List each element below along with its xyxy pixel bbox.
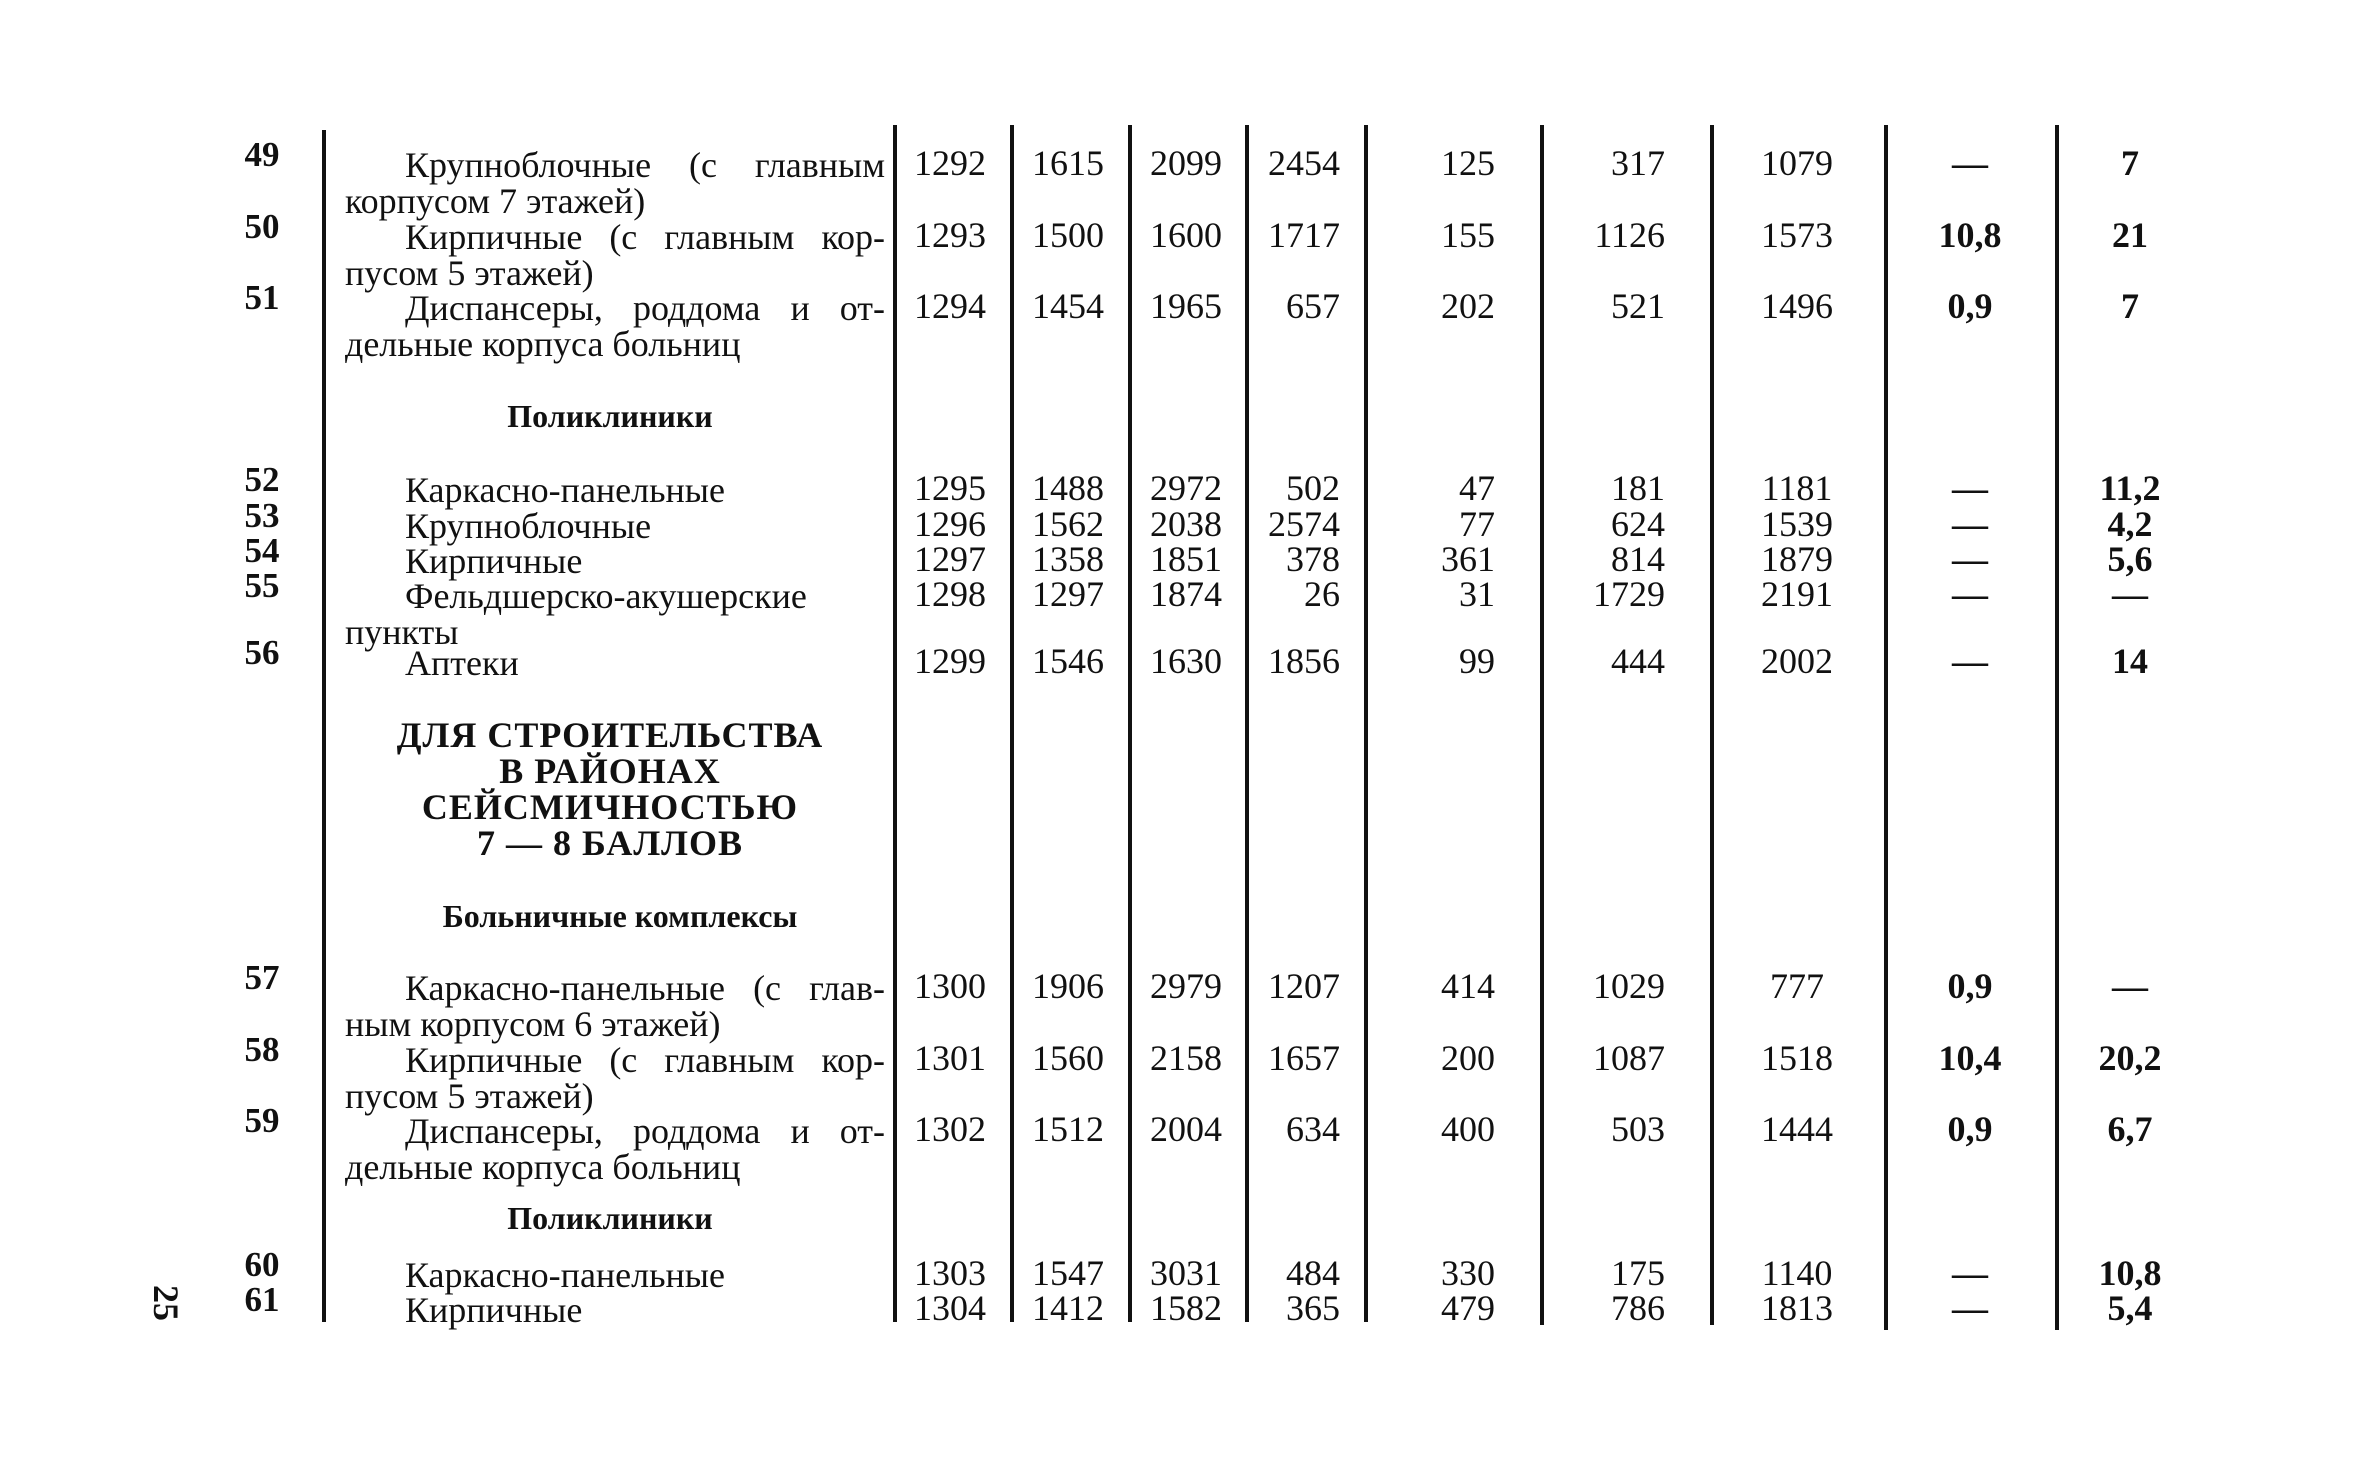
page-number: 25 <box>146 1285 186 1321</box>
table-cell: 1297 <box>1032 574 1104 614</box>
table-cell: 2454 <box>1268 143 1340 183</box>
table-cell: 1562 <box>1032 504 1104 544</box>
table-cell: 1412 <box>1032 1288 1104 1328</box>
description-line: Крупноблочные <box>405 506 652 546</box>
table-cell: 1297 <box>914 539 986 579</box>
table-cell: 624 <box>1611 504 1665 544</box>
table-cell: 0,9 <box>1947 286 1993 326</box>
description-line <box>345 219 885 255</box>
table-cell: 1512 <box>1032 1109 1104 1149</box>
table-cell: 2191 <box>1761 574 1833 614</box>
column-rule <box>1540 125 1544 1325</box>
table-cell: 1299 <box>914 641 986 681</box>
row-number: 56 <box>244 633 280 672</box>
description-word: (с <box>753 968 782 1008</box>
table-cell: 1295 <box>914 468 986 508</box>
table-cell: 414 <box>1441 966 1495 1006</box>
description-line: пусом 5 этажей) <box>345 253 594 293</box>
table-cell: 400 <box>1441 1109 1495 1149</box>
table-cell: 365 <box>1286 1288 1340 1328</box>
table-cell: 2002 <box>1761 641 1833 681</box>
table-cell: 1600 <box>1150 215 1222 255</box>
table-cell: 1582 <box>1150 1288 1222 1328</box>
table-cell: 1304 <box>914 1288 986 1328</box>
table-cell: 1444 <box>1761 1109 1833 1149</box>
table-cell: 99 <box>1459 641 1495 681</box>
table-cell: 2099 <box>1150 143 1222 183</box>
section-subtitle: Поликлиники <box>507 1200 713 1236</box>
description-word: роддома <box>632 1111 761 1151</box>
description-word: Каркасно-панельные <box>405 968 725 1008</box>
table-cell: 479 <box>1441 1288 1495 1328</box>
table-cell: — <box>2112 966 2148 1006</box>
row-number: 61 <box>244 1280 280 1319</box>
table-cell: — <box>1952 574 1988 614</box>
table-cell: 361 <box>1441 539 1495 579</box>
table-cell: 502 <box>1286 468 1340 508</box>
row-description <box>345 645 885 681</box>
row-description <box>345 472 885 508</box>
table-cell: 1126 <box>1594 215 1665 255</box>
description-line: Каркасно-панельные <box>405 1255 725 1295</box>
description-line: пункты <box>345 612 459 652</box>
table-cell: 634 <box>1286 1109 1340 1149</box>
column-rule <box>1710 125 1714 1325</box>
description-line: дельные корпуса больниц <box>345 324 741 364</box>
description-word: Диспансеры, <box>405 1111 603 1151</box>
table-cell: 10,4 <box>1938 1038 2002 1078</box>
row-description <box>345 508 885 544</box>
description-word: от- <box>839 1111 885 1151</box>
table-cell: 786 <box>1611 1288 1665 1328</box>
table-cell: 1207 <box>1268 966 1340 1006</box>
section-heading: В РАЙОНАХ <box>499 751 721 791</box>
table-cell: 1500 <box>1032 215 1104 255</box>
table-cell: 1298 <box>914 574 986 614</box>
table-cell: 1087 <box>1593 1038 1665 1078</box>
table-cell: — <box>1952 1288 1988 1328</box>
row-number: 53 <box>244 496 280 535</box>
table-cell: 11,2 <box>2099 468 2161 508</box>
table-cell: 2574 <box>1268 504 1340 544</box>
table-cell: — <box>1952 641 1988 681</box>
table-cell: 5,4 <box>2107 1288 2153 1328</box>
row-description <box>345 1292 885 1328</box>
row-number: 51 <box>244 278 280 317</box>
table-cell: 777 <box>1770 966 1824 1006</box>
table-cell: 1879 <box>1761 539 1833 579</box>
table-cell: 1518 <box>1761 1038 1833 1078</box>
row-description <box>345 1113 885 1185</box>
table-cell: 1454 <box>1032 286 1104 326</box>
table-cell: 1301 <box>914 1038 986 1078</box>
table-cell: 2979 <box>1150 966 1222 1006</box>
section-heading: СЕЙСМИЧНОСТЬЮ <box>421 787 799 827</box>
table-cell: 1856 <box>1268 641 1340 681</box>
row-number: 50 <box>244 207 280 246</box>
row-description <box>345 1042 885 1114</box>
table-cell: 47 <box>1459 468 1495 508</box>
table-cell: 378 <box>1286 539 1340 579</box>
row-number: 57 <box>244 958 280 997</box>
table-cell: 0,9 <box>1947 1109 1993 1149</box>
table-cell: 1300 <box>914 966 986 1006</box>
description-word: (с <box>688 145 717 185</box>
description-word: от- <box>839 288 885 328</box>
table-cell: 1729 <box>1593 574 1665 614</box>
table-cell: 330 <box>1441 1253 1495 1293</box>
table-cell: 125 <box>1441 143 1495 183</box>
table-cell: 1546 <box>1032 641 1104 681</box>
table-cell: 317 <box>1611 143 1665 183</box>
table-cell: 2038 <box>1150 504 1222 544</box>
table-cell: 1292 <box>914 143 986 183</box>
table-cell: 1657 <box>1268 1038 1340 1078</box>
description-word: главным <box>664 217 795 257</box>
table-cell: 0,9 <box>1947 966 1993 1006</box>
description-line: Аптеки <box>405 643 519 683</box>
table-cell: 1547 <box>1032 1253 1104 1293</box>
table-cell: 521 <box>1611 286 1665 326</box>
description-line <box>345 290 885 326</box>
table-cell: 77 <box>1459 504 1495 544</box>
row-number: 58 <box>244 1030 280 1069</box>
column-rule <box>2055 125 2059 1330</box>
table-cell: 1906 <box>1032 966 1104 1006</box>
table-cell: 1296 <box>914 504 986 544</box>
table-cell: 21 <box>2112 215 2148 255</box>
table-cell: 31 <box>1459 574 1495 614</box>
table-cell: 10,8 <box>2098 1253 2162 1293</box>
table-cell: 7 <box>2121 286 2139 326</box>
table-cell: 1560 <box>1032 1038 1104 1078</box>
table-cell: 10,8 <box>1938 215 2002 255</box>
section-subtitle: Поликлиники <box>507 398 713 434</box>
row-number: 54 <box>244 531 280 570</box>
table-cell: 14 <box>2112 641 2148 681</box>
table-cell: 1294 <box>914 286 986 326</box>
column-rule <box>1884 125 1888 1330</box>
table-cell: — <box>1952 504 1988 544</box>
table-cell: 3031 <box>1150 1253 1222 1293</box>
table-cell: 202 <box>1441 286 1495 326</box>
column-rule <box>1364 125 1368 1322</box>
section-heading: 7 — 8 БАЛЛОВ <box>477 823 743 863</box>
table-cell: 444 <box>1611 641 1665 681</box>
table-cell: 1965 <box>1150 286 1222 326</box>
section-heading: ДЛЯ СТРОИТЕЛЬСТВА <box>396 715 824 755</box>
description-word: (с <box>609 1040 638 1080</box>
description-line: дельные корпуса больниц <box>345 1147 741 1187</box>
table-cell: 1303 <box>914 1253 986 1293</box>
table-cell: 1181 <box>1761 468 1833 508</box>
table-cell: 1615 <box>1032 143 1104 183</box>
table-cell: 1496 <box>1761 286 1833 326</box>
table-cell: 1539 <box>1761 504 1833 544</box>
row-number: 52 <box>244 460 280 499</box>
description-word: кор- <box>821 1040 885 1080</box>
row-number: 60 <box>244 1245 280 1284</box>
table-cell: 1302 <box>914 1109 986 1149</box>
description-line <box>345 1042 885 1078</box>
description-line: Кирпичные <box>405 1290 583 1330</box>
description-word: и <box>790 1111 810 1151</box>
table-cell: 155 <box>1441 215 1495 255</box>
table-cell: 1488 <box>1032 468 1104 508</box>
table-cell: 2004 <box>1150 1109 1222 1149</box>
table-cell: 200 <box>1441 1038 1495 1078</box>
section-subtitle: Больничные комплексы <box>442 898 798 934</box>
table-cell: 1140 <box>1761 1253 1833 1293</box>
description-word: кор- <box>821 217 885 257</box>
table-cell: — <box>1952 539 1988 579</box>
table-cell: 2972 <box>1150 468 1222 508</box>
row-description <box>345 290 885 362</box>
table-cell: 814 <box>1611 539 1665 579</box>
row-description <box>345 1257 885 1293</box>
description-line: Кирпичные <box>405 541 583 581</box>
table-cell: 1851 <box>1150 539 1222 579</box>
table-cell: 1358 <box>1032 539 1104 579</box>
description-word: роддома <box>632 288 761 328</box>
table-cell: 181 <box>1611 468 1665 508</box>
description-word: Диспансеры, <box>405 288 603 328</box>
row-description <box>345 543 885 579</box>
description-line: Фельдшерско-акушерские <box>405 576 807 616</box>
description-word: (с <box>609 217 638 257</box>
description-line: ным корпусом 6 этажей) <box>345 1004 721 1044</box>
description-word: Крупноблочные <box>405 145 652 185</box>
description-line <box>345 147 885 183</box>
table-cell: 1029 <box>1593 966 1665 1006</box>
description-line: пусом 5 этажей) <box>345 1076 594 1116</box>
table-cell: 657 <box>1286 286 1340 326</box>
table-cell: — <box>2112 574 2148 614</box>
table-cell: 1717 <box>1268 215 1340 255</box>
description-line: корпусом 7 этажей) <box>345 181 646 221</box>
table-cell: 7 <box>2121 143 2139 183</box>
table-cell: — <box>1952 143 1988 183</box>
row-description <box>345 578 885 650</box>
table-cell: 2158 <box>1150 1038 1222 1078</box>
description-word: глав- <box>809 968 885 1008</box>
table-cell: — <box>1952 1253 1988 1293</box>
table-cell: 1573 <box>1761 215 1833 255</box>
table-cell: 484 <box>1286 1253 1340 1293</box>
row-description <box>345 147 885 219</box>
table-cell: 1874 <box>1150 574 1222 614</box>
column-rule <box>322 130 326 1322</box>
table-cell: 20,2 <box>2098 1038 2162 1078</box>
table-cell: 26 <box>1304 574 1340 614</box>
description-line <box>345 1113 885 1149</box>
description-word: главным <box>754 145 885 185</box>
description-line: Каркасно-панельные <box>405 470 725 510</box>
row-number: 59 <box>244 1101 280 1140</box>
description-word: Кирпичные <box>405 217 583 257</box>
table-cell: 1079 <box>1761 143 1833 183</box>
table-cell: 5,6 <box>2107 539 2153 579</box>
table-cell: 1293 <box>914 215 986 255</box>
row-description <box>345 219 885 291</box>
description-word: Кирпичные <box>405 1040 583 1080</box>
row-number: 49 <box>244 135 280 174</box>
row-number: 55 <box>244 566 280 605</box>
table-cell: 1630 <box>1150 641 1222 681</box>
description-word: главным <box>664 1040 795 1080</box>
description-word: и <box>790 288 810 328</box>
description-line <box>345 970 885 1006</box>
table-cell: 4,2 <box>2107 504 2153 544</box>
table-cell: 6,7 <box>2107 1109 2153 1149</box>
table-cell: 175 <box>1611 1253 1665 1293</box>
table-cell: — <box>1952 468 1988 508</box>
table-cell: 503 <box>1611 1109 1665 1149</box>
row-description <box>345 970 885 1042</box>
table-cell: 1813 <box>1761 1288 1833 1328</box>
